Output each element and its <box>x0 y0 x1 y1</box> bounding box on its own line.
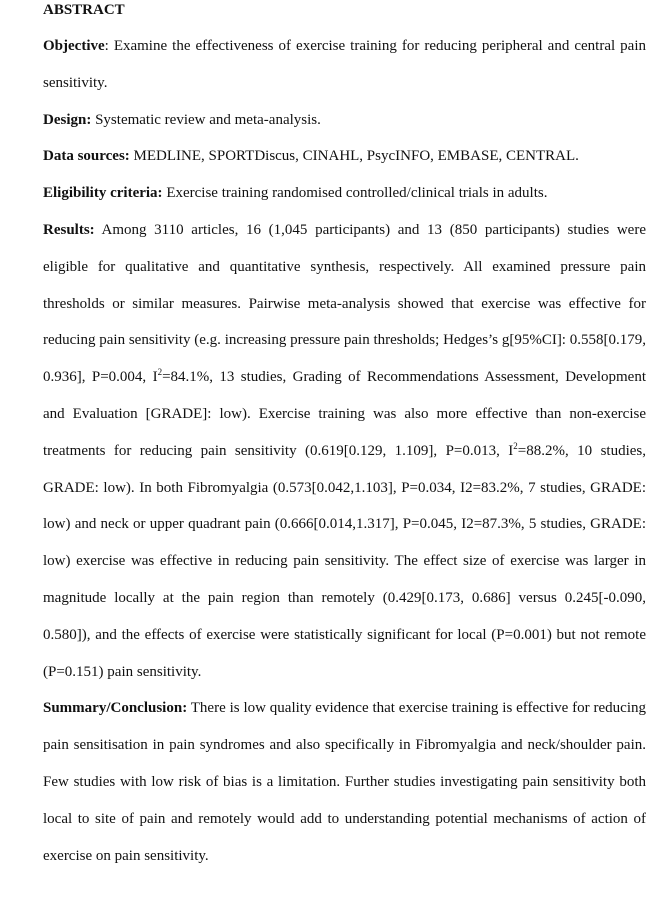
data-sources-label: Data sources: <box>43 148 130 165</box>
results-superscript-1: 2 <box>157 367 163 378</box>
results-text-part1: Among 3110 articles, 16 (1,045 participants) and 13 (850 participants) studies were eligible for qualitative and quantitative synthesis, respectively. All examined pressure pain thresholds or similar measures. Pairwise meta-analysis showed that exercise was effective for reducing pain sensitivity (e.g. increasing pressure pain thresholds; Hedges’s g[95%CI]: 0.558[0.179, 0.936], P=0.004, I <box>43 221 646 386</box>
summary-text: There is low quality evidence that exercise training is effective for reducing pain sensitisation in pain syndromes and also specifically in Fibromyalgia and neck/shoulder pain. Few studies with low risk of bias is a limitation. Further studies investigating pain sensitivity both local to site of pain and remotely would add to understanding potential mechanisms of action of exercise on pain sensitivity. <box>43 700 646 864</box>
eligibility-section <box>43 175 646 212</box>
data-sources-text: MEDLINE, SPORTDiscus, CINAHL, PsycINFO, EMBASE, CENTRAL. <box>129 148 579 165</box>
results-text-part3: =88.2%, 10 studies, GRADE: low). In both Fibromyalgia (0.573[0.042,1.103], P=0.034, I2=83.2%, 7 studies, GRADE: low) and neck or upper quadrant pain (0.666[0.014,1.317], P=0.045, I2=87.3%, 5 studies, GRADE: low) exercise was effective in reducing pain sensitivity. The effect size of exercise was larger in magnitude locally at the pain region than remotely (0.429[0.173, 0.686] versus 0.245[-0.090, 0.580]), and the effects of exercise were statistically significant for local (P=0.001) but not remote (P=0.151) pain sensitivity. <box>43 442 646 680</box>
objective-label: Objective <box>43 38 105 54</box>
results-text-part2: =84.1%, 13 studies, Grading of Recommendations Assessment, Development and Evaluation [GRADE]: low). Exercise training was also more effective than non-exercise treatments for reducing pain sensitivity (0.619[0.129, 1.109], P=0.013, I <box>43 369 647 459</box>
design-label: Design: <box>43 111 92 128</box>
results-superscript-2: 2 <box>513 440 518 451</box>
eligibility-label: Eligibility criteria: <box>43 185 163 202</box>
abstract-page <box>43 0 646 874</box>
objective-text: : Examine the effectiveness of exercise training for reducing peripheral and central pain sensitivity. <box>43 38 646 91</box>
results-section <box>43 212 646 690</box>
objective-section <box>43 28 646 102</box>
data-sources-section <box>43 138 646 175</box>
eligibility-text: Exercise training randomised controlled/clinical trials in adults. <box>162 185 548 202</box>
abstract-heading: ABSTRACT <box>43 2 125 18</box>
results-label: Results: <box>43 221 95 238</box>
summary-section <box>43 690 646 874</box>
design-text: Systematic review and meta-analysis. <box>91 111 321 128</box>
design-section <box>43 102 646 139</box>
summary-label: Summary/Conclusion: <box>43 700 188 717</box>
